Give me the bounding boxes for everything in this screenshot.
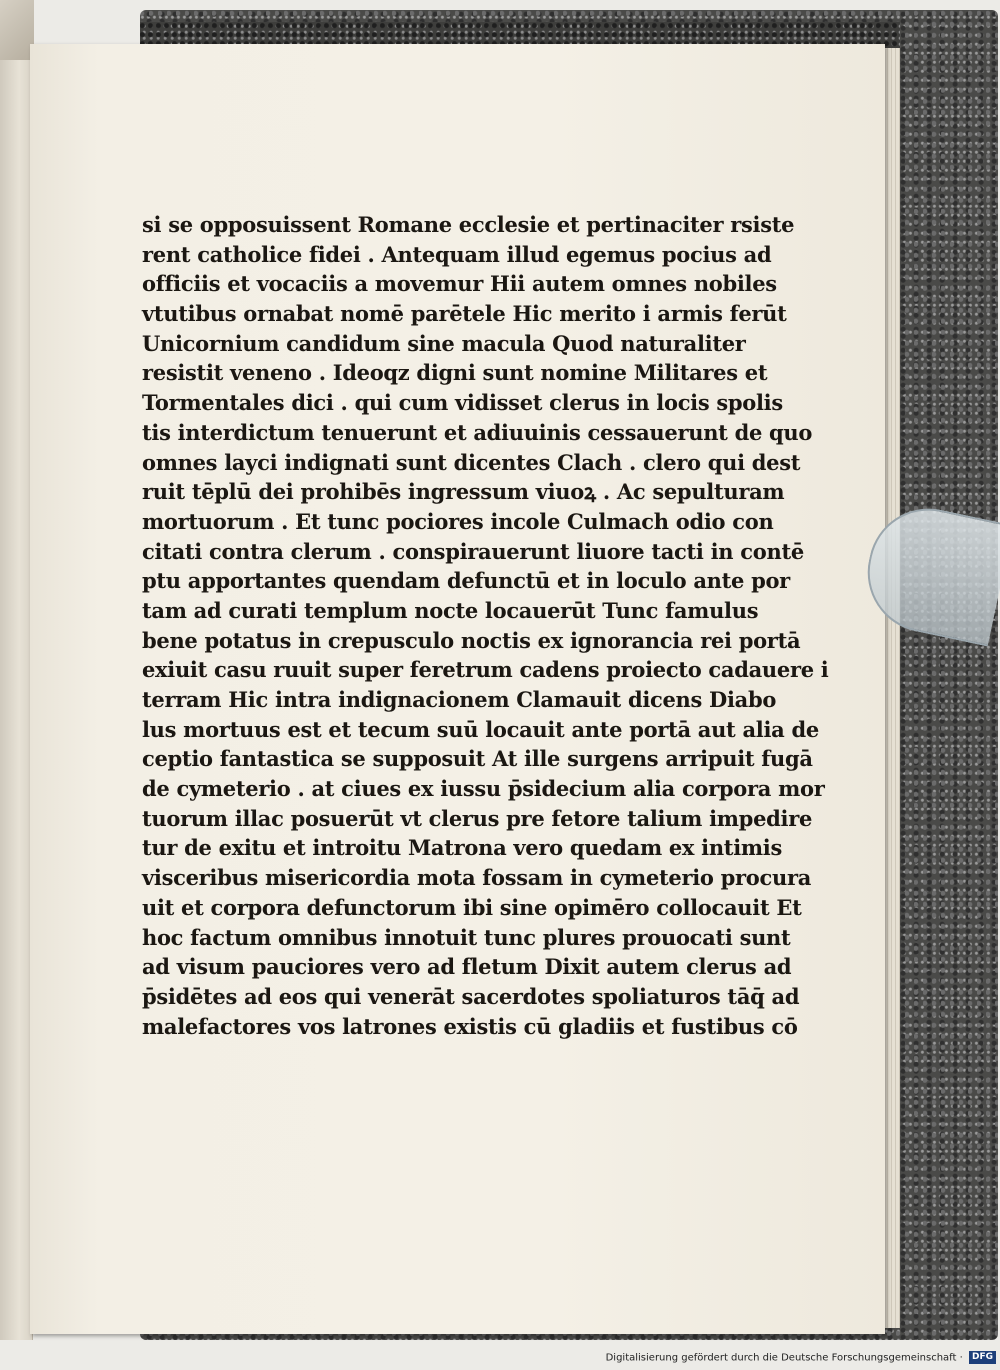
text-line: ptu apportantes quendam defunctū et in loculo ante por: [142, 568, 790, 594]
text-line: omnes layci indignati sunt dicentes Clach . clero qui dest: [142, 449, 801, 475]
text-line: exiuit casu ruuit super feretrum cadens proiecto cadauere i: [142, 657, 829, 683]
text-line: resistit veneno . Ideoqz digni sunt nomine Militares et: [142, 360, 768, 386]
text-line: p̄sidētes ad eos qui venerāt sacerdotes spoliaturos tāq̄ ad: [142, 983, 800, 1009]
text-line: tis interdictum tenuerunt et adiuuinis cessauerunt de quo: [142, 419, 813, 445]
text-line: Tormentales dici . qui cum vidisset clerus in locis spolis: [142, 390, 783, 416]
text-line: officiis et vocaciis a movemur Hii autem omnes nobiles: [142, 271, 777, 297]
text-line: citati contra clerum . conspirauerunt liuore tacti in contē: [142, 538, 804, 564]
text-line: ruit tēplū dei prohibēs ingressum viuoꝝ . Ac sepulturam: [142, 479, 785, 505]
text-line: bene potatus in crepusculo noctis ex ignorancia rei portā: [142, 627, 801, 653]
text-line: uit et corpora defunctorum ibi sine opimēro collocauit Et: [142, 894, 802, 920]
text-line: terram Hic intra indignacionem Clamauit dicens Diabo: [142, 687, 777, 712]
text-line: hoc factum omnibus innotuit tunc plures prouocati sunt: [142, 924, 791, 950]
text-line: lus mortuus est et tecum suū locauit ante portā aut alia de: [142, 716, 819, 742]
text-line: Unicornium candidum sine macula Quod naturaliter: [142, 330, 746, 356]
text-line: rent catholice fidei . Antequam illud egemus pocius ad: [142, 241, 772, 267]
credit-text: Digitalisierung gefördert durch die Deutsche Forschungsgemeinschaft ·: [605, 1352, 963, 1364]
digitization-credit: [606, 1351, 996, 1364]
text-line: si se opposuissent Romane ecclesie et pertinaciter rsiste: [142, 212, 795, 237]
dfg-logo: DFG: [969, 1351, 996, 1364]
text-line: vtutibus ornabat nomē parētele Hic merito i armis ferūt: [142, 301, 787, 327]
text-line: ceptio fantastica se supposuit At ille surgens arripuit fugā: [142, 746, 813, 772]
text-line: malefactores vos latrones existis cū gladiis et fustibus cō: [142, 1013, 798, 1039]
binding-corner: [0, 0, 34, 60]
text-line: tuorum illac posuerūt vt clerus pre fetore talium impedire: [142, 805, 813, 831]
text-line: tam ad curati templum nocte locauerūt Tunc famulus: [142, 597, 759, 623]
text-line: visceribus misericordia mota fossam in cymeterio procura: [142, 865, 812, 891]
facing-leaf-edge: [0, 20, 33, 1340]
text-line: de cymeterio . at ciues ex iussu p̄sidecium alia corpora mor: [142, 776, 825, 802]
text-line: tur de exitu et introitu Matrona vero quedam ex intimis: [142, 835, 783, 861]
text-block: [142, 210, 829, 1041]
text-line: mortuorum . Et tunc pociores incole Culmach odio con: [142, 508, 774, 534]
text-line: ad visum pauciores vero ad fletum Dixit autem clerus ad: [142, 954, 792, 980]
